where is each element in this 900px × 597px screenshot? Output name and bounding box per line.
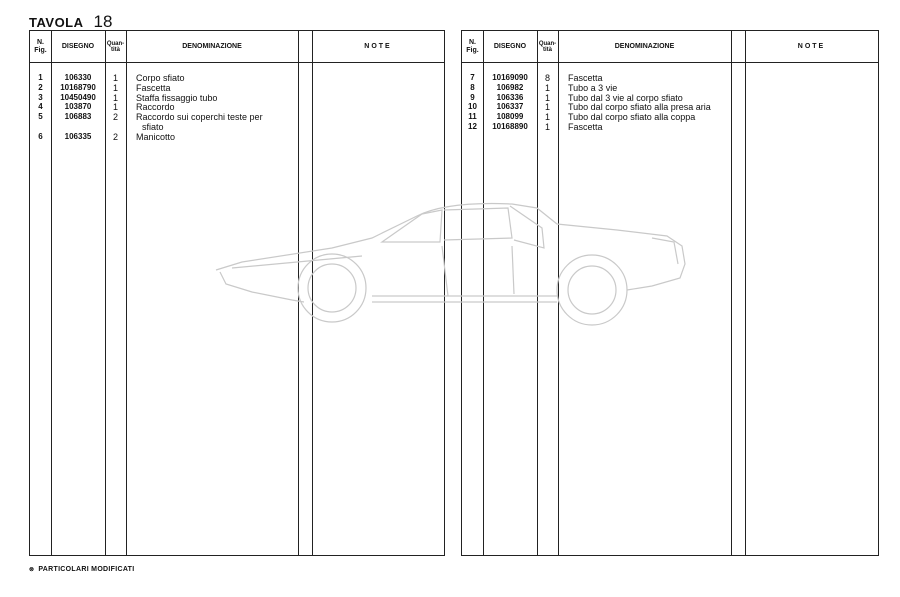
table-row-continuation [30,122,444,132]
part-number: 106335 [64,131,92,141]
quantity: 2 [112,112,118,123]
header-quantita: Quan-tità [538,40,557,53]
fig-number: 6 [38,131,43,141]
header-denominazione: DENOMINAZIONE [182,42,242,50]
quantity: 1 [544,112,550,123]
header-denominazione: DENOMINAZIONE [614,42,675,50]
footer-legend [29,566,135,573]
rows-left [30,73,444,142]
description: Tubo dal corpo sfiato alla presa aria [568,102,711,113]
header-fig: N. Fig. [34,38,47,54]
header-note: NOTE [797,42,826,50]
description: Manicotto [136,131,176,142]
table-row [30,83,444,93]
table-row [462,83,878,93]
header-quantita: Quan-tità [106,40,125,53]
title-word: TAVOLA [29,15,84,30]
table-row [30,112,444,122]
part-number: 106337 [496,102,524,112]
fig-number: 9 [470,92,475,102]
part-number: 103870 [64,102,92,112]
fig-number: 4 [38,102,43,112]
header-disegno: DISEGNO [61,42,95,50]
part-number: 10168790 [60,82,96,92]
fig-number: 7 [470,73,475,82]
page-title [29,12,112,32]
table-row [462,102,878,112]
description: Raccordo [136,102,175,113]
fig-number: 10 [468,102,477,112]
header-fig: N. Fig. [466,38,479,54]
quantity: 8 [544,73,550,83]
modified-parts-symbol: ⊗ [29,567,35,573]
description: Tubo a 3 vie [568,82,618,93]
fig-number: 3 [38,92,43,102]
quantity: 1 [112,102,118,113]
table-row [30,93,444,103]
header-disegno: DISEGNO [493,42,527,50]
quantity: 1 [544,121,550,132]
description: Raccordo sui coperchi teste per [136,112,263,123]
table-row [462,112,878,122]
footer-text: PARTICOLARI MODIFICATI [38,566,135,573]
fig-number: 8 [470,82,475,92]
description: Fascetta [136,82,171,93]
part-number: 106336 [496,92,524,102]
description-continuation: sfiato [142,121,164,132]
table-row [30,102,444,112]
title-number: 18 [93,12,113,31]
description: Tubo dal corpo sfiato alla coppa [568,112,696,123]
description: Tubo dal 3 vie al corpo sfiato [568,92,683,103]
quantity: 1 [544,102,550,113]
fig-number: 2 [38,82,43,92]
part-number: 108099 [496,112,524,122]
part-number: 106330 [64,73,92,82]
rows-right [462,73,878,132]
table-row [30,132,444,142]
quantity: 1 [112,73,118,83]
quantity: 2 [112,131,118,142]
quantity: 1 [112,82,118,93]
fig-number: 12 [468,121,477,131]
description: Staffa fissaggio tubo [136,92,218,103]
part-number: 106883 [64,112,92,122]
table-row [462,122,878,132]
car-silhouette-watermark [212,198,690,328]
table-row [30,73,444,83]
part-number: 106982 [496,82,524,92]
table-row [462,73,878,83]
part-number: 10169090 [492,73,528,82]
description: Corpo sfiato [136,73,185,83]
header-divider [30,62,444,63]
table-row [462,93,878,103]
quantity: 1 [544,82,550,93]
header-divider [462,62,878,63]
description: Fascetta [568,121,603,132]
part-number: 10168890 [492,121,528,131]
quantity: 1 [112,92,118,103]
fig-number: 1 [38,73,43,82]
part-number: 10450490 [60,92,96,102]
quantity: 1 [544,92,550,103]
header-note: NOTE [364,42,392,50]
description: Fascetta [568,73,603,83]
fig-number: 5 [38,112,43,122]
fig-number: 11 [468,112,477,122]
